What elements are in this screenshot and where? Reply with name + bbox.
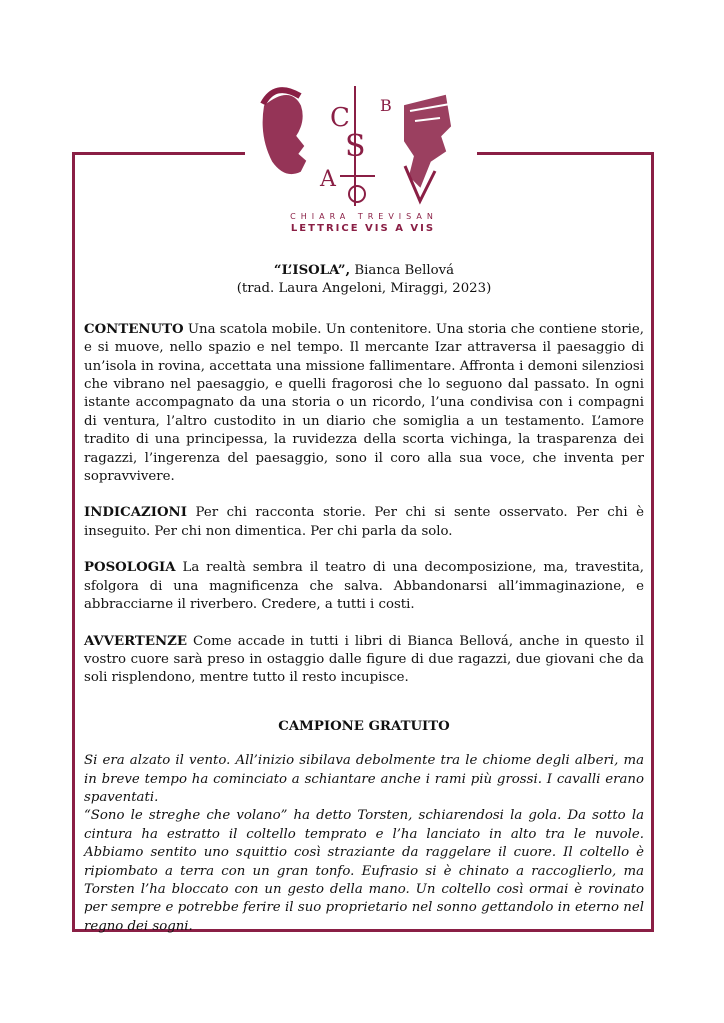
section-text: Come accade in tutti i libri di Bianca Bellová, anche in questo il vostro cuore sarà preso in ostaggio dalle figure di due ragazzi, due giovani che da soli risplendono, mentre tutto il resto incupisce. [84, 633, 644, 686]
section-text: La realtà sembra il teatro di una decomposizione, ma, travestita, sfolgora di una magnificenza che salva. Abbandonarsi all’immaginazione, e abbracciarne il riverbero. Credere, a tutti i costi. [84, 560, 644, 613]
section-label: POSOLOGIA [84, 560, 176, 576]
logo-line-2: LETTRICE VIS A VIS [290, 223, 436, 234]
sample-paragraph: Si era alzato il vento. All’inizio sibilava debolmente tra le chiome degli alberi, ma in breve tempo ha cominciato a schiantare anche i rami più grossi. I cavalli erano spaventati. [84, 753, 644, 805]
section-avvertenze [84, 633, 644, 688]
book-subtitle: (trad. Laura Angeloni, Miraggi, 2023) [236, 281, 492, 297]
section-text: Per chi racconta storie. Per chi si sente osservato. Per chi è inseguito. Per chi non dimentica. Per chi parla da solo. [84, 505, 644, 539]
book-author: Bianca Bellová [350, 263, 455, 278]
section-label: CONTENUTO [84, 321, 184, 337]
logo [245, 66, 477, 241]
svg-text:A: A [320, 167, 336, 192]
logo-line-1: CHIARA TREVISAN [290, 212, 438, 221]
section-contenuto [84, 321, 644, 487]
svg-text:S: S [345, 129, 366, 164]
svg-text:B: B [380, 96, 392, 115]
document-body [84, 262, 644, 936]
book-title: “L’ISOLA”, [273, 263, 351, 278]
section-label: AVVERTENZE [84, 633, 187, 649]
section-text: Una scatola mobile. Un contenitore. Una storia che contiene storie, e si muove, nello spazio e nel tempo. Il mercante Izar attraversa il paesaggio di un’isola in rovina, accettata una missione fallimentare. Affronta i demoni silenziosi che vibrano nel paesaggio, e quelli fragorosi che lo seguono dal passato. In ogni istante accompagnato da una storia o un ricordo, l’una condivisa con i compagni di ventura, l’altro custodito in un diario che somiglia a un testamento. L’amore tradito di una principessa, la ruvidezza della scorta vichinga, la trasparenza dei ragazzi, l’ingerenza del paesaggio, sono il coro alla sua voce, che inventa per sopravvivere. [84, 321, 644, 485]
sample-excerpt [84, 752, 644, 936]
sample-paragraph: “Sono le streghe che volano” ha detto Torsten, schiarendosi la gola. Da sotto la cintura ha estratto il coltello temprato e l’ha lanciato in alto tra le nuvole. Abbiamo sentito uno squittio così straziante da raggelare il cuore. Il coltello è ripiombato a terra con un gran tonfo. Eufrasio si è chinato a raccoglierlo, ma Torsten l’ha bloccato con un gesto della mano. Un coltello così ormai è rovinato per sempre e potrebbe ferire il suo proprietario nel sonno gettandolo in eterno nel regno dei sogni. [84, 808, 644, 934]
sample-title: CAMPIONE GRATUITO [278, 718, 450, 734]
section-posologia [84, 559, 644, 614]
section-label: INDICAZIONI [84, 505, 187, 521]
book-title-line [84, 262, 644, 280]
svg-text:C: C [330, 103, 350, 133]
section-indicazioni [84, 504, 644, 541]
